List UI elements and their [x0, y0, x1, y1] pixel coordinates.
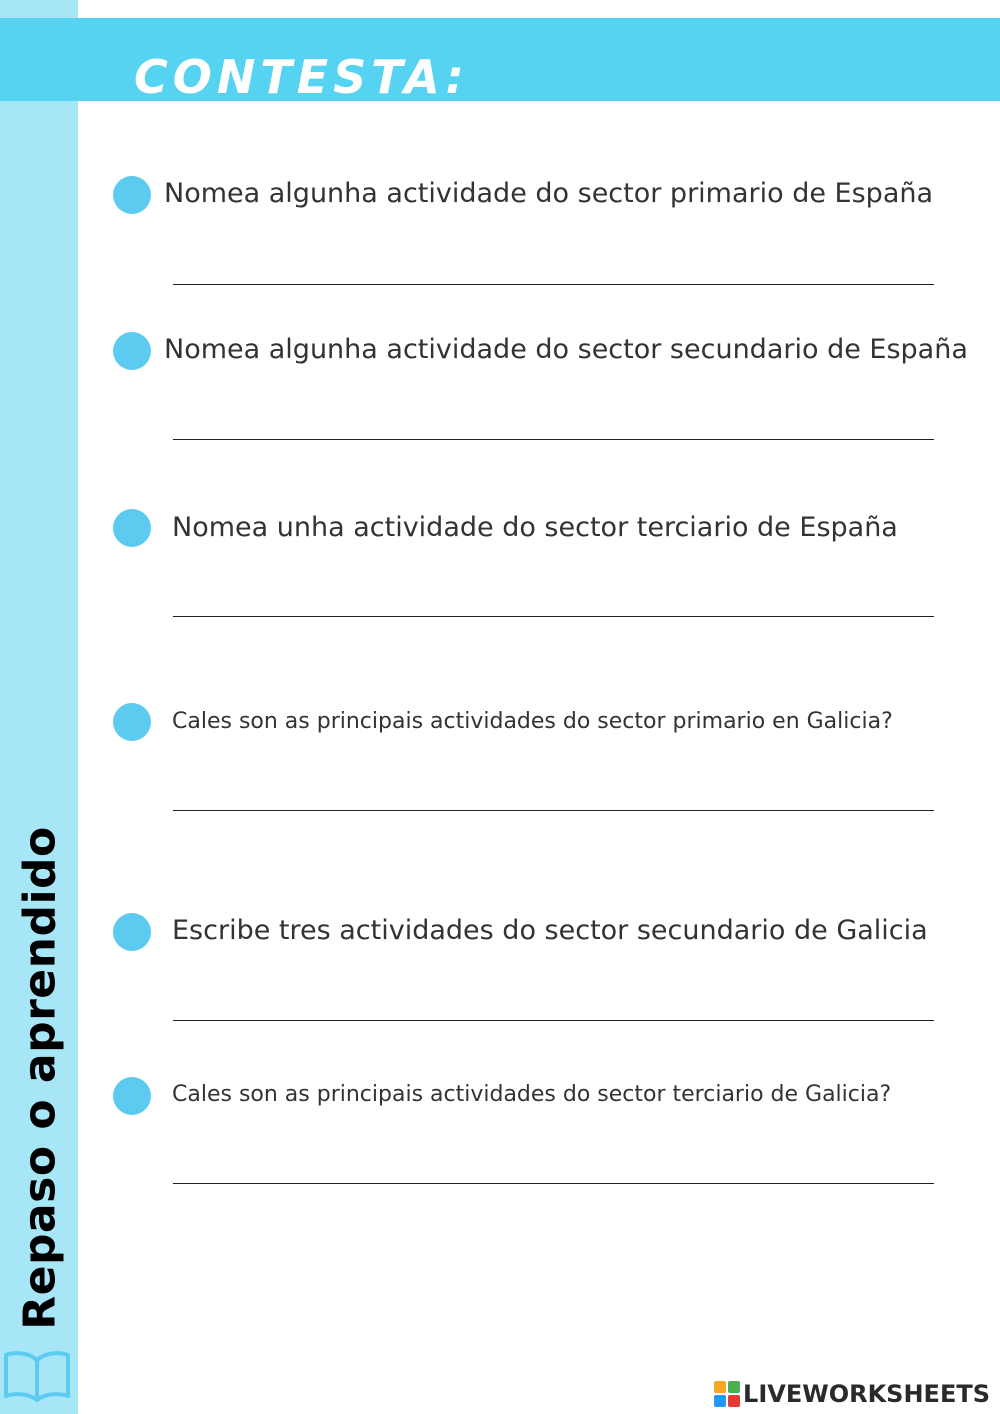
answer-line[interactable]	[173, 1183, 934, 1184]
question-text: Escribe tres actividades do sector secundario de Galicia	[172, 915, 928, 946]
question-text: Nomea unha actividade do sector terciario de España	[172, 512, 898, 543]
bullet-icon	[113, 703, 151, 741]
answer-line[interactable]	[173, 1020, 934, 1021]
question-text: Cales son as principais actividades do sector terciario de Galicia?	[172, 1082, 892, 1107]
sidebar	[0, 0, 78, 1414]
page-title: CONTESTA:	[134, 50, 469, 104]
liveworksheets-logo-icon	[714, 1381, 740, 1407]
header-bar	[0, 18, 1000, 104]
bullet-icon	[113, 1077, 151, 1115]
answer-line[interactable]	[173, 284, 934, 285]
question-text: Nomea algunha actividade do sector primario de España	[164, 178, 934, 209]
answer-line[interactable]	[173, 616, 934, 617]
question-text: Nomea algunha actividade do sector secundario de España	[164, 334, 968, 365]
answer-line[interactable]	[173, 439, 934, 440]
bullet-icon	[113, 913, 151, 951]
bullet-icon	[113, 509, 151, 547]
sidebar-title: Repaso o aprendido	[14, 826, 66, 1330]
liveworksheets-brand[interactable]	[714, 1378, 990, 1410]
answer-line[interactable]	[173, 810, 934, 811]
question-text: Cales son as principais actividades do sector primario en Galicia?	[172, 709, 893, 734]
bullet-icon	[113, 332, 151, 370]
bullet-icon	[113, 176, 151, 214]
brand-name: LIVEWORKSHEETS	[743, 1380, 990, 1408]
open-book-icon	[2, 1346, 72, 1404]
